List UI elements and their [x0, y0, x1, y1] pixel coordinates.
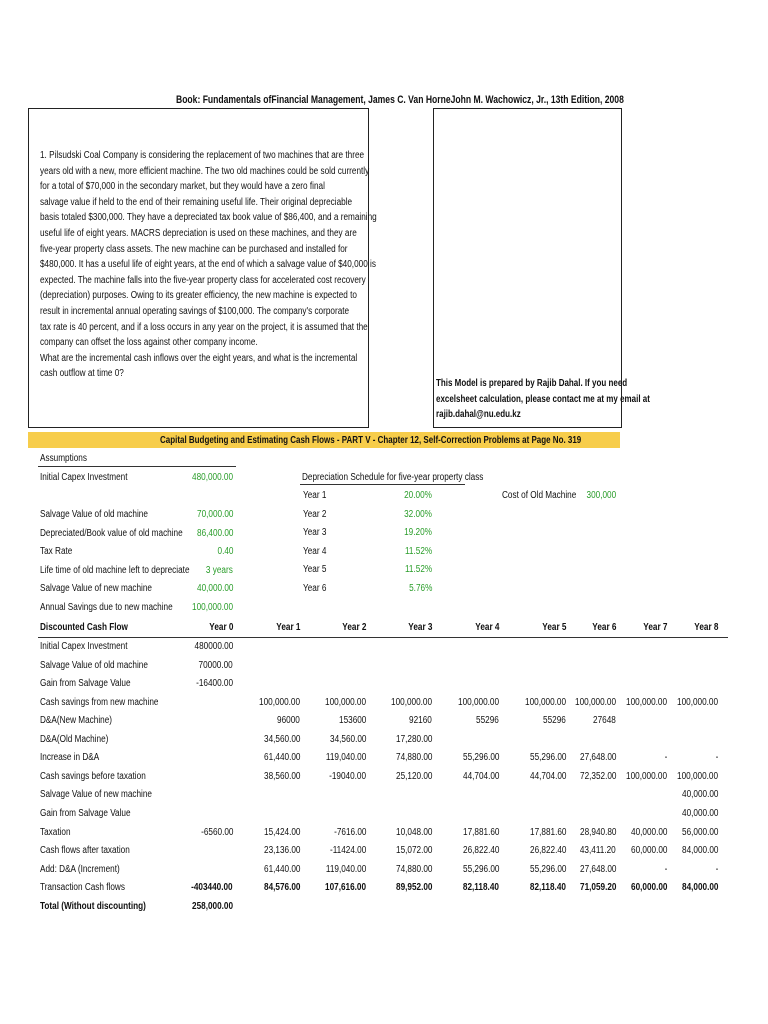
assumption-label: Salvage Value of old machine	[40, 509, 148, 520]
problem-line: useful life of eight years. MACRS depreciation is used on these machines, and they are	[40, 227, 357, 239]
dcf-cell: 40,000.00	[681, 807, 718, 819]
dcf-cell: 40,000.00	[681, 789, 718, 801]
assumption-value: 100,000.00	[191, 602, 233, 613]
dcf-cell: 60,000.00	[630, 882, 667, 894]
depreciation-year: Year 5	[303, 564, 327, 576]
problem-line: cash outflow at time 0?	[40, 368, 124, 380]
assumption-label: Annual Savings due to new machine	[40, 602, 173, 613]
dcf-year-header: Year 5	[541, 622, 566, 633]
underline	[38, 466, 236, 467]
dcf-row-label: Transaction Cash flows	[40, 882, 125, 894]
dcf-cell: 84,576.00	[263, 882, 300, 894]
dcf-cell: 55,296.00	[529, 863, 566, 875]
dcf-cell: 17,881.60	[529, 826, 566, 838]
dcf-cell: 61,440.00	[263, 752, 300, 764]
dcf-cell: 34,560.00	[329, 733, 366, 745]
dcf-cell: 27,648.00	[579, 863, 616, 875]
problem-statement	[40, 148, 377, 382]
note-line: This Model is prepared by Rajib Dahal. If you need	[436, 378, 628, 389]
dcf-cell: 55,296.00	[462, 752, 499, 764]
section-banner-title: Capital Budgeting and Estimating Cash Flows - PART V - Chapter 12, Self-Correction Problems at Page No. 319	[160, 435, 582, 446]
dcf-cell: 89,952.00	[395, 882, 432, 894]
dcf-cell: -19040.00	[329, 770, 366, 782]
dcf-cell: 61,440.00	[263, 863, 300, 875]
note-line: rajib.dahal@nu.edu.kz	[436, 409, 521, 420]
depreciation-heading: Depreciation Schedule for five-year property class	[302, 472, 484, 483]
dcf-cell: 10,048.00	[395, 826, 432, 838]
depreciation-percent: 11.52%	[404, 545, 432, 557]
dcf-cell: -	[715, 863, 718, 875]
depreciation-year: Year 2	[303, 508, 327, 520]
dcf-cell: 43,411.20	[580, 845, 616, 857]
dcf-cell: 74,880.00	[395, 863, 432, 875]
dcf-row-label: Gain from Salvage Value	[40, 678, 131, 690]
dcf-cell: 44,704.00	[529, 770, 566, 782]
problem-line: (depreciation) purposes. Owing to its greater efficiency, the new machine is expected to	[40, 290, 357, 302]
depreciation-percent: 19.20%	[404, 527, 432, 539]
dcf-cell: 15,072.00	[395, 845, 432, 857]
dcf-cell: 60,000.00	[630, 845, 667, 857]
assumption-value: 480,000.00	[191, 472, 233, 483]
dcf-year-header: Year 7	[642, 622, 667, 633]
problem-line: tax rate is 40 percent, and if a loss occurs in any year on the project, it is assumed that the	[40, 321, 368, 333]
dcf-cell: -6560.00	[200, 826, 233, 838]
depreciation-year: Year 3	[303, 527, 327, 539]
dcf-cell: 100,000.00	[625, 770, 667, 782]
dcf-cell: 38,560.00	[263, 770, 300, 782]
dcf-cell: 100,000.00	[676, 696, 718, 708]
dcf-row-label: Gain from Salvage Value	[40, 807, 131, 819]
dcf-year-header: Year 3	[407, 622, 432, 633]
dcf-cell: 100,000.00	[258, 696, 300, 708]
problem-line: expected. The machine falls into the five-year property class for accelerated cost recovery	[40, 274, 366, 286]
dcf-cell: 72,352.00	[579, 770, 616, 782]
cost-old-machine-label: Cost of Old Machine	[502, 490, 577, 501]
dcf-cell: 258,000.00	[191, 900, 233, 912]
problem-line: years old with a new, more efficient machine. The two old machines could be sold currently	[40, 165, 370, 177]
dcf-row-label: Cash flows after taxation	[40, 845, 130, 857]
problem-line: basis totaled $300,000. They have a depreciated tax book value of $86,400, and a remaining	[40, 212, 377, 224]
assumption-label: Salvage Value of new machine	[40, 583, 152, 594]
note-line: excelsheet calculation, please contact me at my email at	[436, 393, 650, 405]
depreciation-year: Year 1	[303, 490, 327, 501]
dcf-cell: 100,000.00	[574, 696, 616, 708]
dcf-cell: 55296	[476, 715, 499, 727]
assumption-label: Initial Capex Investment	[40, 472, 128, 483]
dcf-cell: 55,296.00	[529, 752, 566, 764]
problem-line: $480,000. It has a useful life of eight years, at the end of which a salvage value of $40,000 is	[40, 259, 376, 271]
dcf-cell: 17,280.00	[395, 733, 432, 745]
dcf-cell: 480000.00	[194, 641, 233, 652]
assumption-value: 40,000.00	[196, 583, 233, 594]
dcf-cell: 96000	[277, 715, 300, 727]
assumption-label: Tax Rate	[40, 546, 73, 557]
dcf-cell: 28,940.80	[579, 826, 616, 838]
dcf-cell: 55296	[543, 715, 566, 727]
dcf-cell: 55,296.00	[462, 863, 499, 875]
dcf-row-label: Cash savings from new machine	[40, 696, 159, 708]
dcf-cell: 27648	[593, 715, 616, 727]
dcf-cell: 100,000.00	[457, 696, 499, 708]
problem-line: salvage value if held to the end of their remaining useful life. Their original depreciable	[40, 196, 353, 208]
dcf-cell: 25,120.00	[395, 770, 432, 782]
dcf-cell: 119,040.00	[325, 752, 366, 764]
assumption-value: 0.40	[217, 546, 233, 557]
dcf-cell: 44,704.00	[462, 770, 499, 782]
depreciation-percent: 11.52%	[404, 564, 432, 576]
dcf-cell: -16400.00	[196, 678, 233, 690]
dcf-cell: -7616.00	[333, 826, 366, 838]
dcf-cell: 34,560.00	[263, 733, 300, 745]
dcf-cell: -	[664, 863, 667, 875]
dcf-cell: 84,000.00	[681, 882, 718, 894]
dcf-year-header: Year 2	[341, 622, 366, 633]
dcf-cell: 74,880.00	[395, 752, 432, 764]
assumption-value: 3 years	[206, 565, 233, 576]
underline	[300, 484, 465, 485]
dcf-cell: 92160	[409, 715, 432, 727]
dcf-year-header: Year 6	[591, 622, 616, 633]
dcf-cell: 40,000.00	[630, 826, 667, 838]
dcf-cell: 15,424.00	[263, 826, 300, 838]
dcf-row-label: Increase in D&A	[40, 752, 100, 764]
dcf-cell: 23,136.00	[263, 845, 300, 857]
dcf-cell: 100,000.00	[324, 696, 366, 708]
depreciation-percent: 20.00%	[404, 490, 432, 501]
dcf-row-label: D&A(Old Machine)	[40, 733, 109, 745]
depreciation-percent: 5.76%	[408, 583, 432, 594]
dcf-cell: 26,822.40	[462, 845, 499, 857]
dcf-cell: 84,000.00	[681, 845, 718, 857]
assumption-label: Depreciated/Book value of old machine	[40, 528, 183, 539]
problem-line: result in incremental annual operating savings of $100,000. The company's corporate	[40, 305, 350, 317]
dcf-row-label: D&A(New Machine)	[40, 715, 113, 727]
assumption-label: Life time of old machine left to depreciate	[40, 565, 190, 576]
dcf-cell: 100,000.00	[676, 770, 718, 782]
cost-old-machine-value: 300,000	[586, 490, 616, 501]
problem-line: five-year property class assets. The new machine can be purchased and installed for	[40, 243, 348, 255]
dcf-cell: 17,881.60	[462, 826, 499, 838]
dcf-year-header: Year 0	[208, 622, 233, 633]
depreciation-percent: 32.00%	[404, 508, 432, 520]
dcf-row-label: Taxation	[40, 826, 71, 838]
dcf-cell: -403440.00	[191, 882, 233, 894]
problem-line: for a total of $70,000 in the secondary market, but they would have a zero final	[40, 181, 325, 193]
dcf-row-label: Total (Without discounting)	[40, 900, 146, 912]
dcf-row-label: Salvage Value of old machine	[40, 659, 148, 671]
depreciation-year: Year 4	[303, 545, 327, 557]
dcf-cell: 82,118.40	[529, 882, 566, 894]
assumption-value: 70,000.00	[196, 509, 233, 520]
dcf-row-label: Initial Capex Investment	[40, 641, 128, 652]
dcf-cell: 82,118.40	[462, 882, 499, 894]
dcf-year-header: Year 8	[693, 622, 718, 633]
problem-line: 1. Pilsudski Coal Company is considering the replacement of two machines that are three	[40, 150, 365, 161]
dcf-cell: 119,040.00	[325, 863, 366, 875]
dcf-row-label: Add: D&A (Increment)	[40, 863, 120, 875]
dcf-row-label: Cash savings before taxation	[40, 770, 146, 782]
dcf-cell: 100,000.00	[390, 696, 432, 708]
problem-line: company can offset the loss against other company income.	[40, 337, 258, 349]
dcf-year-header: Year 4	[474, 622, 499, 633]
dcf-cell: 153600	[338, 715, 366, 727]
dcf-cell: 70000.00	[198, 659, 233, 671]
author-note	[436, 376, 650, 423]
dcf-cell: 100,000.00	[625, 696, 667, 708]
dcf-cell: 26,822.40	[529, 845, 566, 857]
dcf-cell: 100,000.00	[524, 696, 566, 708]
assumption-value: 86,400.00	[196, 528, 233, 539]
dcf-cell: 27,648.00	[579, 752, 616, 764]
dcf-cell: 107,616.00	[324, 882, 366, 894]
assumptions-heading: Assumptions	[40, 453, 87, 464]
dcf-cell: -	[715, 752, 718, 764]
dcf-cell: 56,000.00	[681, 826, 718, 838]
problem-line: What are the incremental cash inflows over the eight years, and what is the incremental	[40, 352, 358, 364]
dcf-row-label: Salvage Value of new machine	[40, 789, 152, 801]
dcf-year-header: Year 1	[275, 622, 300, 633]
dcf-cell: -	[664, 752, 667, 764]
dcf-cell: -11424.00	[329, 845, 366, 857]
book-title: Book: Fundamentals ofFinancial Management, James C. Van HorneJohn M. Wachowicz, Jr., 13th Edition, 2008	[176, 94, 624, 106]
dcf-heading: Discounted Cash Flow	[40, 622, 128, 633]
underline	[38, 637, 728, 638]
depreciation-year: Year 6	[303, 583, 327, 594]
dcf-cell: 71,059.20	[579, 882, 616, 894]
